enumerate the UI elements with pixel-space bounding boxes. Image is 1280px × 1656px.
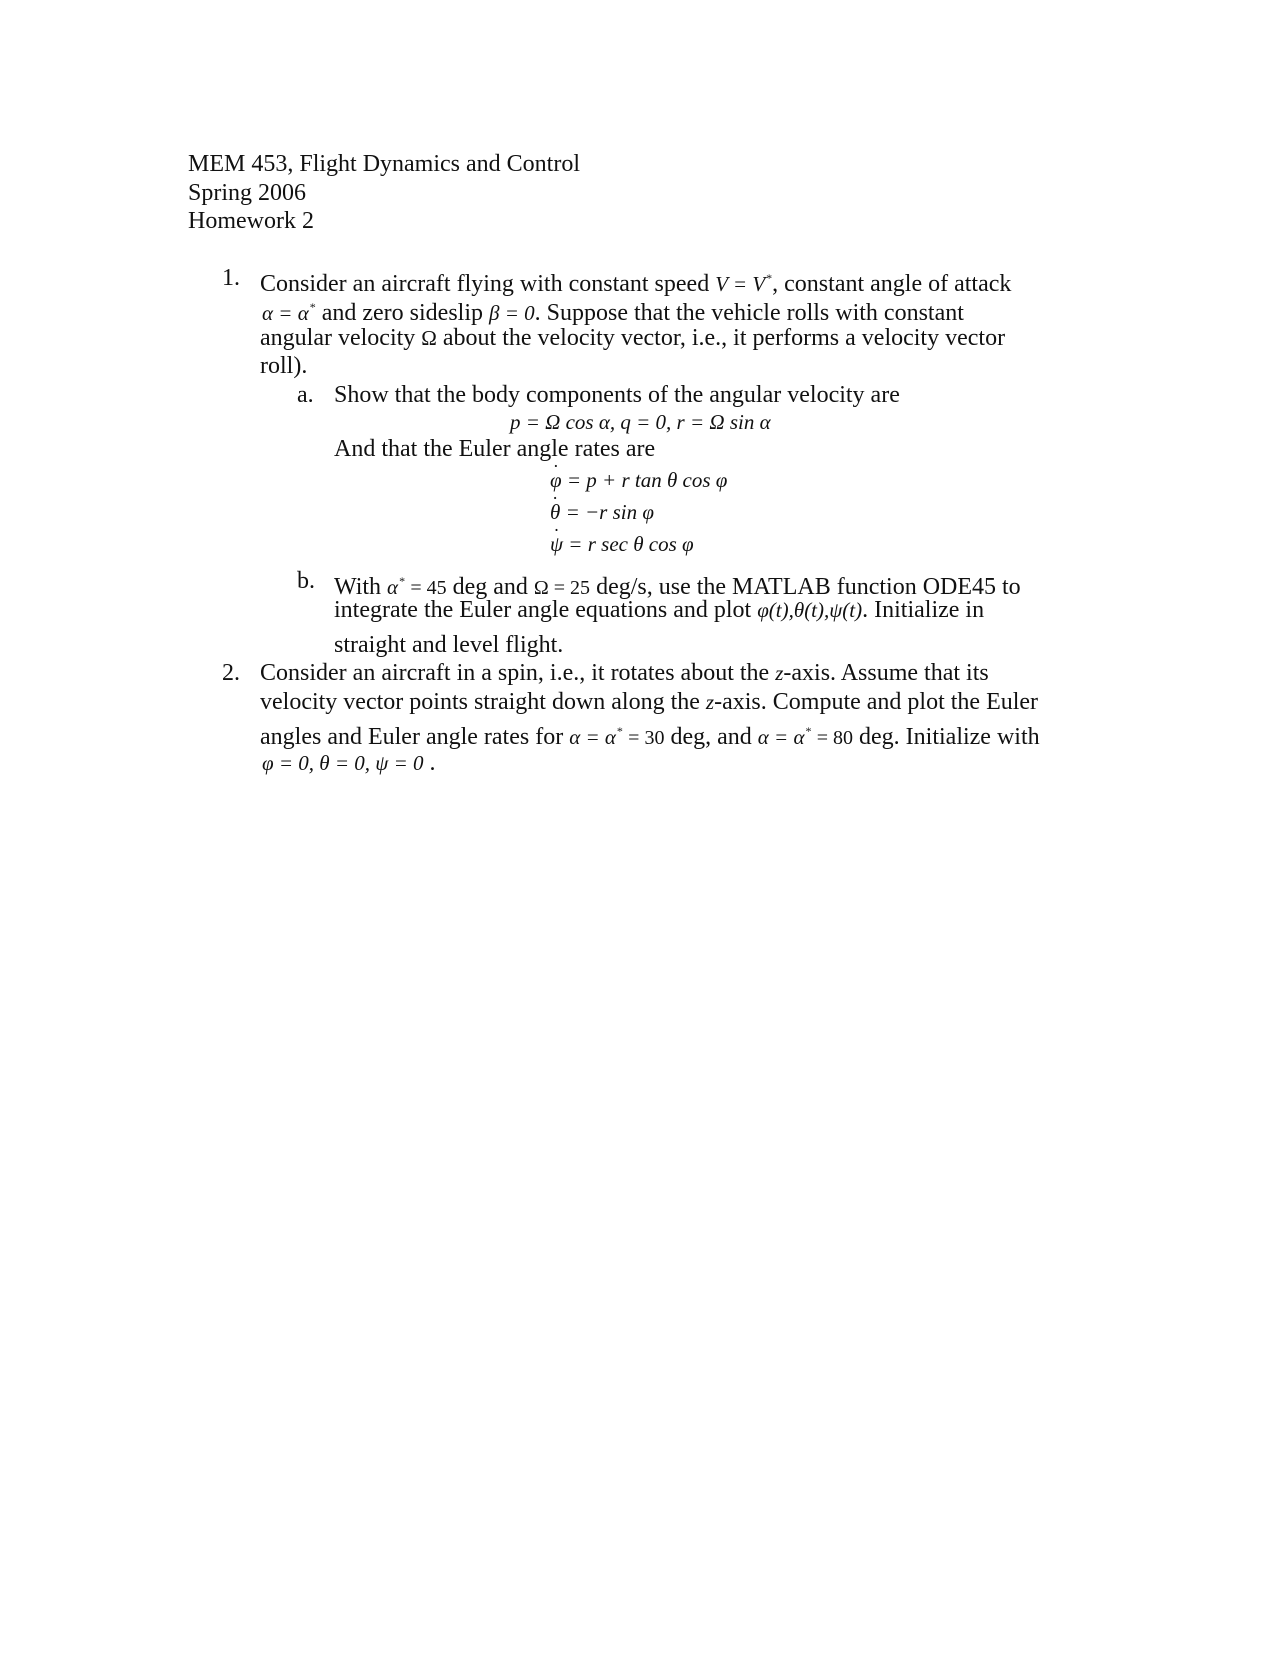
math-text: = 45 xyxy=(410,577,447,599)
text: . Suppose that the vehicle rolls with constant xyxy=(534,300,964,326)
text: Consider an aircraft flying with constant speed xyxy=(260,271,710,297)
text: about the velocity vector, i.e., it performs a velocity vector xyxy=(442,325,1006,351)
text: deg, and xyxy=(670,724,752,750)
text: -axis. Compute and plot the Euler xyxy=(714,689,1039,715)
superscript-star: * xyxy=(399,574,406,588)
text: velocity vector points straight down along the xyxy=(260,689,700,715)
euler-rate-phi xyxy=(550,468,727,492)
math-text: α = α xyxy=(757,725,805,749)
equation-rhs: = p + r tan θ cos φ xyxy=(566,468,728,492)
problem-1-line-2 xyxy=(262,293,964,327)
assignment-title: Homework 2 xyxy=(188,208,314,234)
course-title: MEM 453, Flight Dynamics and Control xyxy=(188,151,580,177)
math-text: α = α xyxy=(569,725,616,749)
math-expression: β = 0 xyxy=(489,301,535,325)
problem-2-line-4 xyxy=(262,749,436,777)
part-label: a. xyxy=(297,382,314,408)
text: integrate the Euler angle equations and plot xyxy=(334,597,752,623)
text: -axis. Assume that its xyxy=(783,660,989,686)
math-text: α xyxy=(387,575,399,599)
text: . Initialize in xyxy=(862,597,985,623)
math-expression: φ = 0, θ = 0, ψ = 0 xyxy=(262,751,424,775)
text: With xyxy=(334,574,382,600)
superscript-star: * xyxy=(616,724,623,738)
math-expression xyxy=(758,725,853,749)
text: and zero sideslip xyxy=(321,300,484,326)
math-text: V = V xyxy=(715,272,766,296)
math-expression: Ω xyxy=(421,326,437,350)
superscript-star: * xyxy=(766,271,773,285)
math-expression xyxy=(569,725,664,749)
equation-rhs: = r sec θ cos φ xyxy=(568,532,694,556)
math-text: = 30 xyxy=(628,727,665,749)
part-a-text-2: And that the Euler angle rates are xyxy=(334,436,656,462)
math-expression: Ω = 25 xyxy=(533,577,591,599)
text: deg and xyxy=(452,574,528,600)
math-expression: z xyxy=(705,690,715,714)
part-label: b. xyxy=(297,568,315,594)
superscript-star: * xyxy=(309,300,316,314)
problem-number: 1. xyxy=(222,265,240,291)
phi-dot-symbol: · φ xyxy=(550,468,562,492)
problem-2-line-2 xyxy=(260,688,1038,716)
text: angles and Euler angle rates for xyxy=(260,724,564,750)
text: angular velocity xyxy=(260,325,416,351)
math-text: = 80 xyxy=(816,727,854,749)
math-expression: φ(t),θ(t),ψ(t) xyxy=(757,598,863,622)
theta-dot-symbol: · θ xyxy=(550,500,560,524)
document-header xyxy=(188,150,580,236)
problem-2-line-3 xyxy=(260,717,1040,752)
euler-rate-psi xyxy=(550,532,694,556)
superscript-star: * xyxy=(805,724,812,738)
equation-rhs: = −r sin φ xyxy=(565,500,654,524)
term-label: Spring 2006 xyxy=(188,179,307,206)
problem-number: 2. xyxy=(222,660,240,686)
text: Consider an aircraft in a spin, i.e., it rotates about the xyxy=(260,660,770,686)
math-expression: z xyxy=(775,661,784,685)
problem-2-line-1 xyxy=(260,659,989,687)
math-text: α = α xyxy=(262,301,309,325)
part-b-line-2 xyxy=(334,596,984,624)
text: . xyxy=(429,750,436,776)
problem-1-line-4: roll). xyxy=(260,353,308,379)
problem-1-line-3 xyxy=(260,324,1005,352)
text: deg. Initialize with xyxy=(859,724,1040,750)
text: deg/s, use the MATLAB function ODE45 to xyxy=(596,574,1021,600)
body-rates-equation: p = Ω cos α, q = 0, r = Ω sin α xyxy=(510,410,771,434)
psi-dot-symbol: · ψ xyxy=(550,532,563,556)
part-a-text-1: Show that the body components of the angular velocity are xyxy=(334,382,900,408)
text: , constant angle of attack xyxy=(772,271,1012,297)
euler-rate-theta xyxy=(550,500,654,524)
math-expression xyxy=(262,301,316,325)
part-b-line-3: straight and level flight. xyxy=(334,632,564,658)
